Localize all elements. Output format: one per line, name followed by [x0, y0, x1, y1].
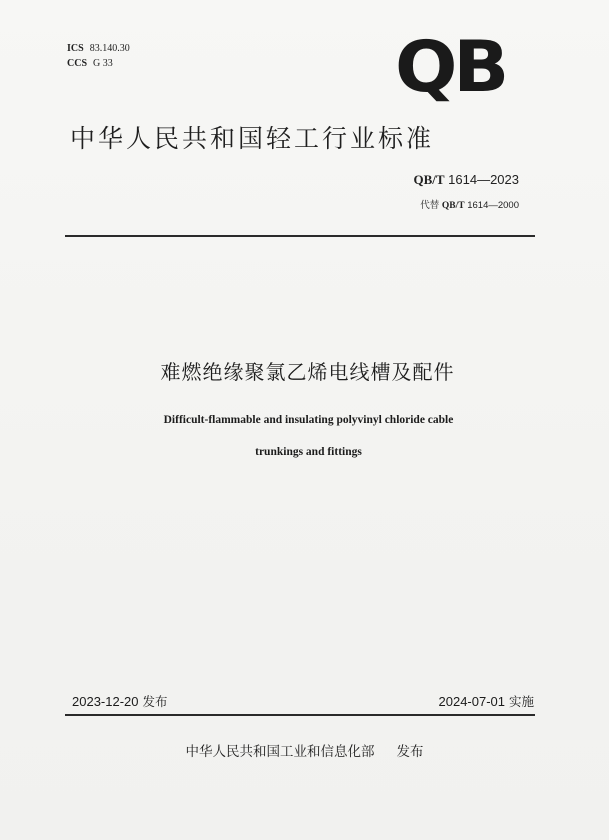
standard-number-value: 1614—2023: [448, 172, 519, 187]
issuing-authority: [0, 740, 609, 760]
ics-code-row: [67, 41, 130, 56]
ccs-label: CCS: [67, 58, 88, 69]
implement-date-block: [439, 692, 535, 710]
standard-prefix: QB/T: [413, 172, 445, 187]
ics-label: ICS: [67, 43, 84, 54]
issuer-action: 发布: [396, 744, 424, 760]
issuer-name: 中华人民共和国工业和信息化部: [185, 744, 375, 760]
publish-date: 2023-12-20: [72, 694, 139, 709]
publish-label: 发布: [142, 694, 168, 709]
document-title-chinese: 难燃绝缘聚氯乙烯电线槽及配件: [160, 360, 455, 384]
publish-date-block: [72, 692, 168, 710]
replaces-label: 代替: [420, 200, 440, 211]
ics-value: 83.140.30: [89, 43, 130, 54]
standard-category-title: 中华人民共和国轻工行业标准: [70, 124, 435, 153]
ccs-code-row: [67, 56, 130, 71]
replaced-standard: [420, 197, 519, 211]
implement-label: 实施: [508, 694, 534, 709]
ccs-value: G 33: [93, 58, 113, 69]
implement-date: 2024-07-01: [438, 694, 505, 709]
document-title-english-line1: Difficult-flammable and insulating polyvinyl chloride cable: [163, 414, 454, 426]
replaces-prefix: QB/T: [441, 201, 465, 211]
top-divider: [65, 235, 535, 237]
qb-logo: QB: [395, 26, 506, 108]
classification-codes: [67, 41, 130, 71]
dates-row: [72, 692, 534, 710]
standard-number: [413, 172, 519, 188]
document-title-english-line2: trunkings and fittings: [255, 446, 362, 458]
replaces-number: 1614—2000: [467, 200, 519, 211]
bottom-divider: [65, 714, 535, 716]
